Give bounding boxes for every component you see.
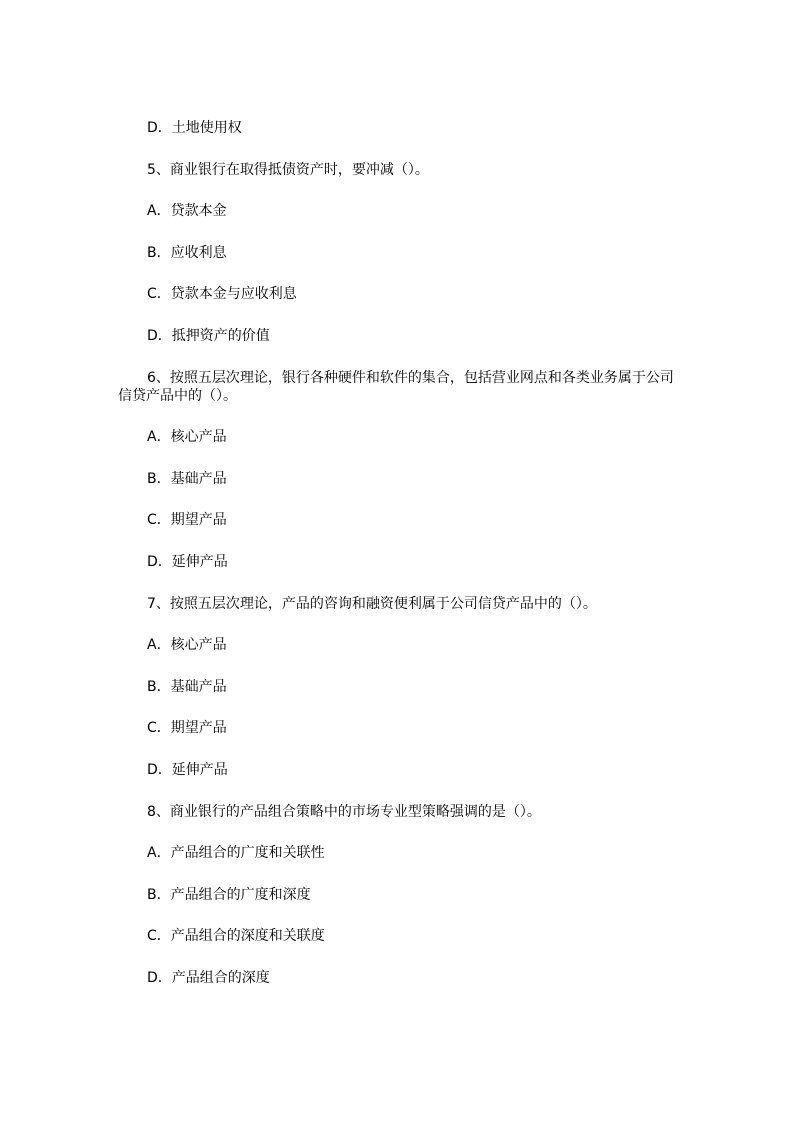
option-c-q7: C．期望产品 xyxy=(147,720,227,737)
option-c-q6: C．期望产品 xyxy=(147,512,227,529)
question-6 xyxy=(118,369,688,405)
option-b-q7: B．基础产品 xyxy=(147,678,227,695)
question-8: 8、商业银行的产品组合策略中的市场专业型策略强调的是（）。 xyxy=(147,803,541,820)
option-a-q6: A．核心产品 xyxy=(147,429,227,446)
option-d-q6: D．延伸产品 xyxy=(147,553,228,570)
option-b-q6: B．基础产品 xyxy=(147,470,227,487)
option-b-q8: B．产品组合的广度和深度 xyxy=(147,886,311,903)
option-d-q8: D．产品组合的深度 xyxy=(147,969,270,986)
option-a-q5: A．贷款本金 xyxy=(147,203,227,220)
option-c-q5: C．贷款本金与应收利息 xyxy=(147,286,297,303)
option-a-q7: A．核心产品 xyxy=(147,637,227,654)
document-page xyxy=(118,119,688,1010)
option-c-q8: C．产品组合的深度和关联度 xyxy=(147,928,325,945)
question-6-line-1: 6、按照五层次理论，银行各种硬件和软件的集合，包括营业网点和各类业务属于公司 xyxy=(147,369,674,386)
question-7: 7、按照五层次理论，产品的咨询和融资便利属于公司信贷产品中的（）。 xyxy=(147,595,597,612)
option-a-q8: A．产品组合的广度和关联性 xyxy=(147,845,325,862)
option-d-q7: D．延伸产品 xyxy=(147,761,228,778)
option-b-q5: B．应收利息 xyxy=(147,244,227,261)
question-5: 5、商业银行在取得抵债资产时，要冲减（）。 xyxy=(147,161,429,178)
question-6-line-2: 信贷产品中的（）。 xyxy=(118,387,237,404)
option-d-q5: D．抵押资产的价值 xyxy=(147,327,270,344)
option-d-q4: D．土地使用权 xyxy=(147,120,242,136)
